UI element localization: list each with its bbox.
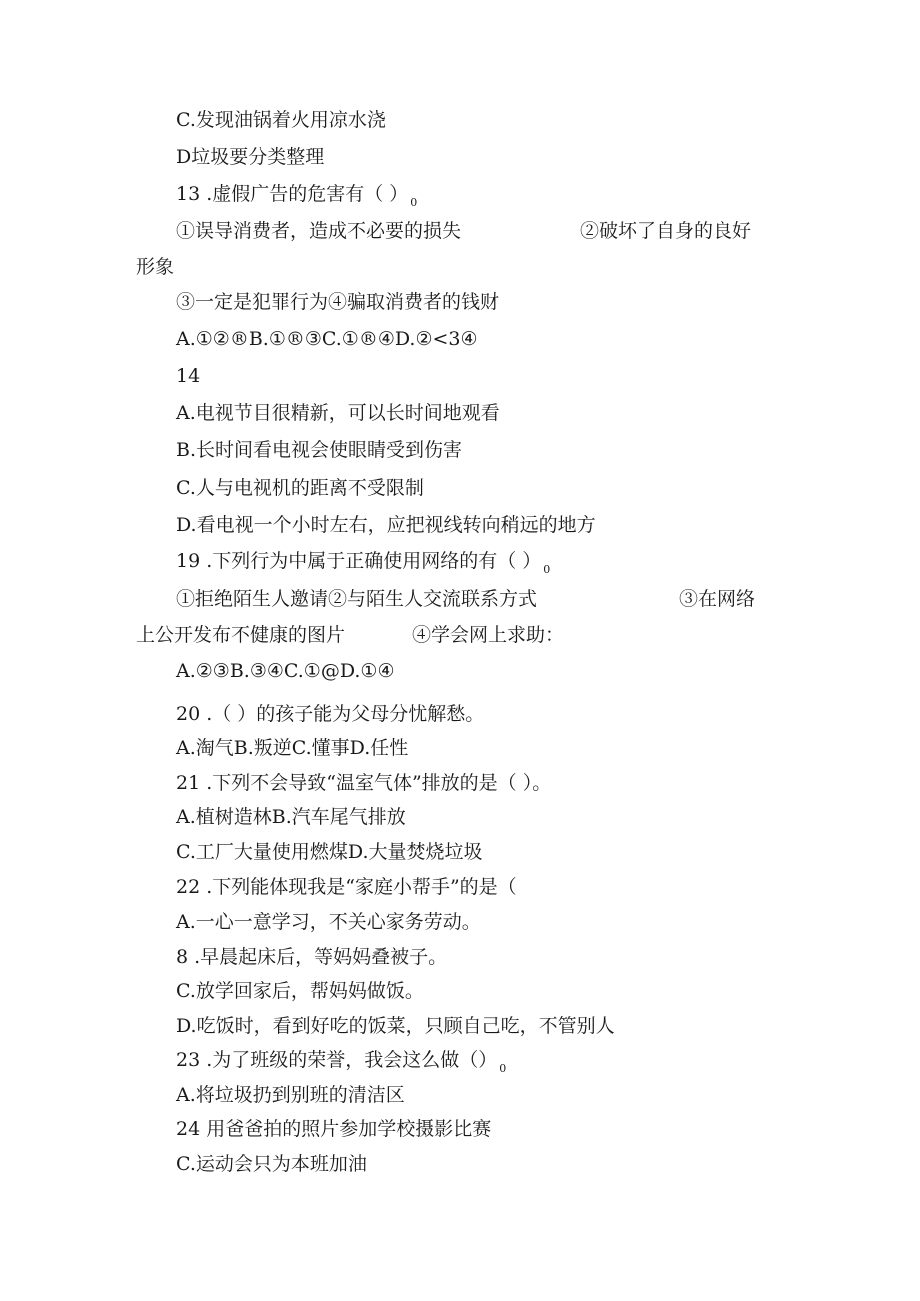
option-line: B.长时间看电视会使眼睛受到伤害	[176, 439, 463, 461]
option-line: C.工厂大量使用燃煤D.大量焚烧垃圾	[176, 841, 483, 863]
option-line: ①误导消费者，造成不必要的损失	[176, 220, 462, 242]
option-line: ③在网络	[679, 588, 756, 610]
answer-choices: A.①②®B.①®③C.①®④D.②<3④	[176, 328, 478, 350]
option-line: C.运动会只为本班加油	[176, 1153, 367, 1175]
option-line: A.一心一意学习，不关心家务劳动。	[176, 911, 481, 933]
question-23: 23 .为了班级的荣誉，我会这么做（） $_0$	[176, 1049, 507, 1075]
option-line: A.电视节目很精新，可以长时间地观看	[176, 402, 500, 424]
option-line: A.将垃圾扔到别班的清洁区	[176, 1084, 405, 1106]
text-line: C.发现油锅着火用凉水浇	[176, 109, 386, 131]
question-21: 21 .下列不会导致“温室气体”排放的是（ ）。	[176, 772, 552, 794]
option-line: 8 .早晨起床后，等妈妈叠被子。	[176, 946, 448, 968]
option-line: D.吃饭时，看到好吃的饭菜，只顾自己吃，不管别人	[176, 1015, 615, 1037]
option-line: C.人与电视机的距离不受限制	[176, 477, 424, 499]
text-line: D垃圾要分类整理	[176, 146, 325, 168]
question-14: 14	[176, 365, 201, 387]
question-13-mark: 0	[410, 196, 418, 209]
question-23-mark: 0	[499, 1062, 507, 1075]
question-13: 13 .虚假广告的危害有（ ） $_0$	[176, 183, 418, 209]
question-19: 19 .下列行为中属于正确使用网络的有（ ） $_0$	[176, 550, 551, 576]
answer-choices: A.淘气B.叛逆C.懂事D.任性	[176, 737, 409, 759]
option-line: 形象	[136, 256, 175, 278]
option-line: ④学会网上求助：	[412, 624, 565, 646]
answer-choices: A.②③B.③④C.①@D.①④	[176, 660, 395, 682]
option-line: C.放学回家后，帮妈妈做饭。	[176, 980, 424, 1002]
option-line: A.植树造林B.汽车尾气排放	[176, 806, 406, 828]
question-22: 22 .下列能体现我是“家庭小帮手”的是（	[176, 876, 517, 898]
option-line: 24 用爸爸拍的照片参加学校摄影比赛	[176, 1118, 492, 1140]
option-line: ②破坏了自身的良好	[580, 220, 752, 242]
option-line: 上公开发布不健康的图片	[136, 624, 346, 646]
option-line: ③一定是犯罪行为④骗取消费者的钱财	[176, 291, 500, 313]
option-line: D.看电视一个小时左右，应把视线转向稍远的地方	[176, 514, 596, 536]
option-line: ①拒绝陌生人邀请②与陌生人交流联系方式	[176, 588, 538, 610]
question-19-mark: 0	[543, 563, 551, 576]
question-20: 20 .（ ）的孩子能为父母分忧解愁。	[176, 703, 485, 725]
